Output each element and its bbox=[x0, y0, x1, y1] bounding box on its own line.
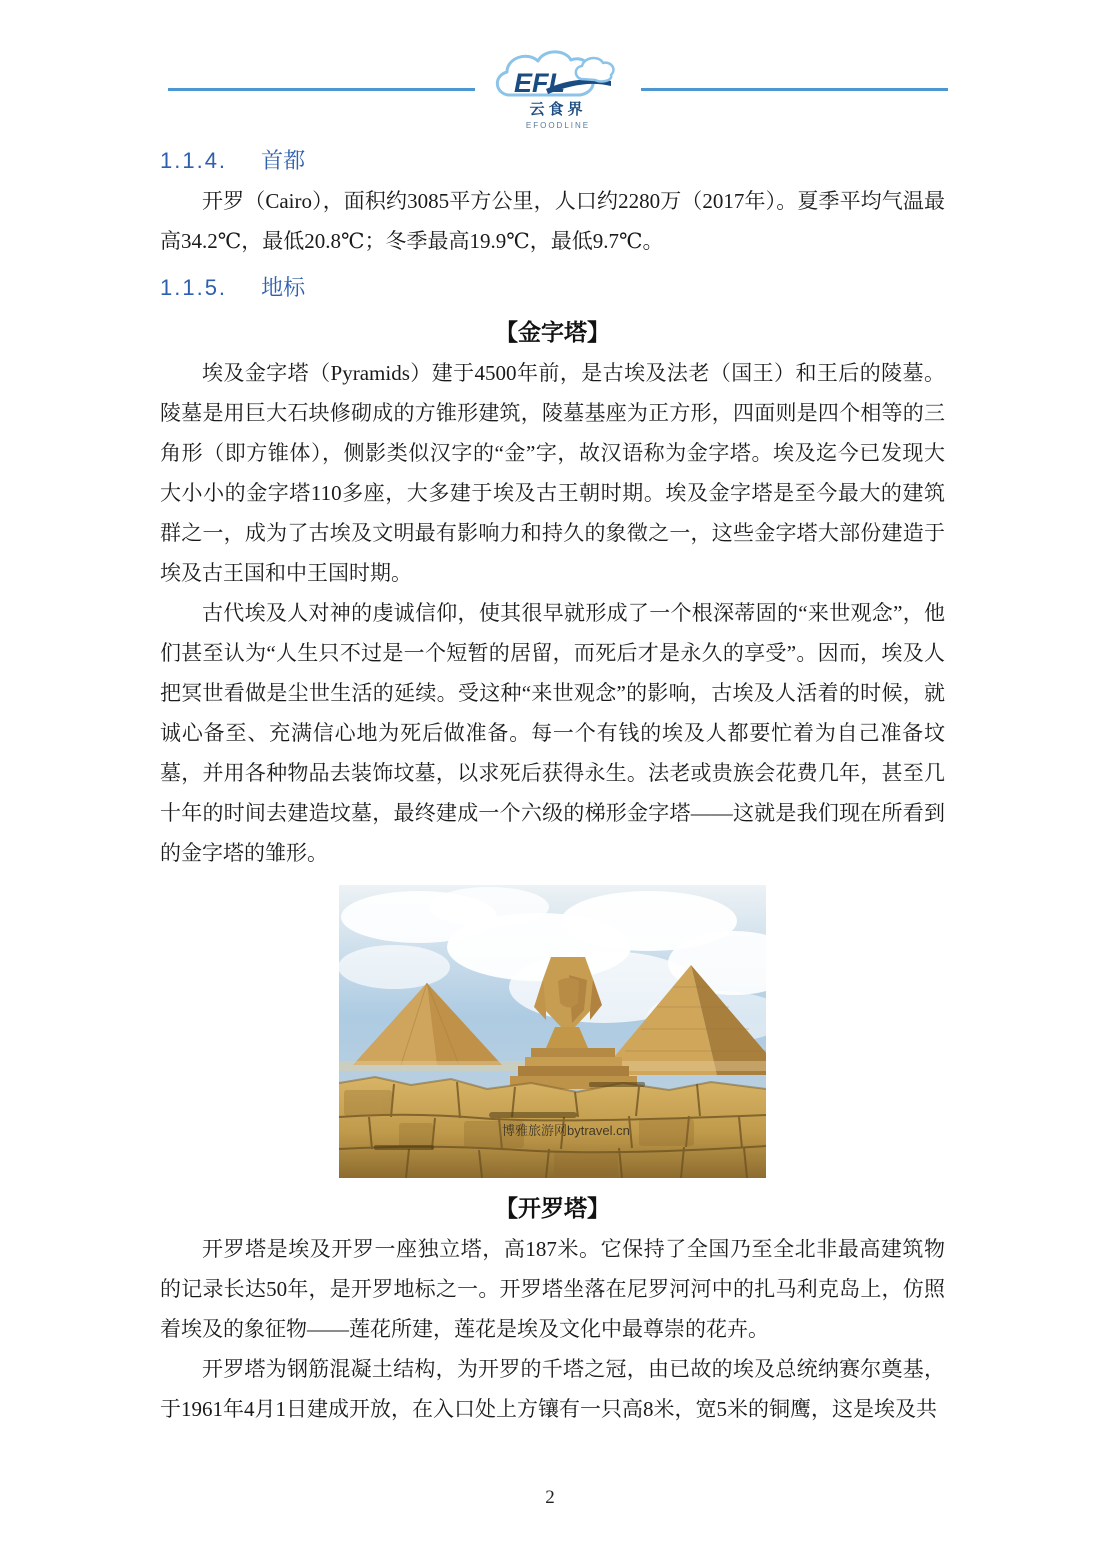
section-title: 地标 bbox=[261, 275, 306, 300]
section-heading-landmark bbox=[160, 271, 945, 302]
logo-abbr: EFL bbox=[514, 68, 565, 98]
section-heading-capital bbox=[160, 144, 945, 175]
paragraph-cairo-tower-2: 开罗塔为钢筋混凝土结构，为开罗的千塔之冠，由已故的埃及总统纳赛尔奠基，于1961年4月1日建成开放，在入口处上方镶有一只高8米，宽5米的铜鹰，这是埃及共 bbox=[160, 1357, 945, 1421]
paragraph-cairo-tower-1: 开罗塔是埃及开罗一座独立塔，高187米。它保持了全国乃至全北非最高建筑物的记录长达50年，是开罗地标之一。开罗塔坐落在尼罗河河中的扎马利克岛上，仿照着埃及的象征物——莲花所建，莲花是埃及文化中最尊崇的花卉。 bbox=[160, 1237, 945, 1341]
page-footer bbox=[0, 1487, 1100, 1509]
header-rule-left bbox=[168, 88, 475, 91]
logo-name-en: EFOODLINE bbox=[525, 121, 591, 130]
subheading-cairo-tower: 【开罗塔】 bbox=[495, 1196, 610, 1221]
subheading-pyramids: 【金字塔】 bbox=[495, 320, 610, 345]
logo-name-cn: 云食界 bbox=[529, 101, 587, 118]
page-number: 2 bbox=[545, 1487, 555, 1508]
paragraph-pyramids-2: 古代埃及人对神的虔诚信仰，使其很早就形成了一个根深蒂固的“来世观念”，他们甚至认为“人生只不过是一个短暂的居留，而死后才是永久的享受”。因而，埃及人把冥世看做是尘世生活的延续。受这种“来世观念”的影响，古埃及人活着的时候，就诚心备至、充满信心地为死后做准备。每一个有钱的埃及人都要忙着为自己准备坟墓，并用各种物品去装饰坟墓，以求死后获得永生。法老或贵族会花费几年，甚至几十年的时间去建造坟墓，最终建成一个六级的梯形金字塔——这就是我们现在所看到的金字塔的雏形。 bbox=[160, 601, 945, 865]
pyramids-sphinx-photo bbox=[339, 885, 766, 1178]
section-number: 1.1.4. bbox=[160, 148, 228, 173]
section-title: 首都 bbox=[261, 148, 306, 173]
paragraph-capital: 开罗（Cairo），面积约3085平方公里，人口约2280万（2017年）。夏季平均气温最高34.2℃，最低20.8℃；冬季最高19.9℃，最低9.7℃。 bbox=[160, 189, 945, 253]
photo-watermark: 博雅旅游网bytravel.cn bbox=[502, 1123, 630, 1138]
document-body bbox=[0, 144, 1100, 1429]
section-number: 1.1.5. bbox=[160, 275, 228, 300]
efl-logo bbox=[485, 48, 631, 130]
pyramids-photo-illustration bbox=[339, 885, 766, 1178]
header-rule-right bbox=[641, 88, 948, 91]
paragraph-pyramids-1: 埃及金字塔（Pyramids）建于4500年前，是古埃及法老（国王）和王后的陵墓。陵墓是用巨大石块修砌成的方锥形建筑，陵墓基座为正方形，四面则是四个相等的三角形（即方锥体），侧影类似汉字的“金”字，故汉语称为金字塔。埃及迄今已发现大大小小的金字塔110多座，大多建于埃及古王朝时期。埃及金字塔是至今最大的建筑群之一，成为了古埃及文明最有影响力和持久的象徵之一，这些金字塔大部份建造于埃及古王国和中王国时期。 bbox=[160, 361, 945, 585]
page-header bbox=[0, 0, 1100, 130]
